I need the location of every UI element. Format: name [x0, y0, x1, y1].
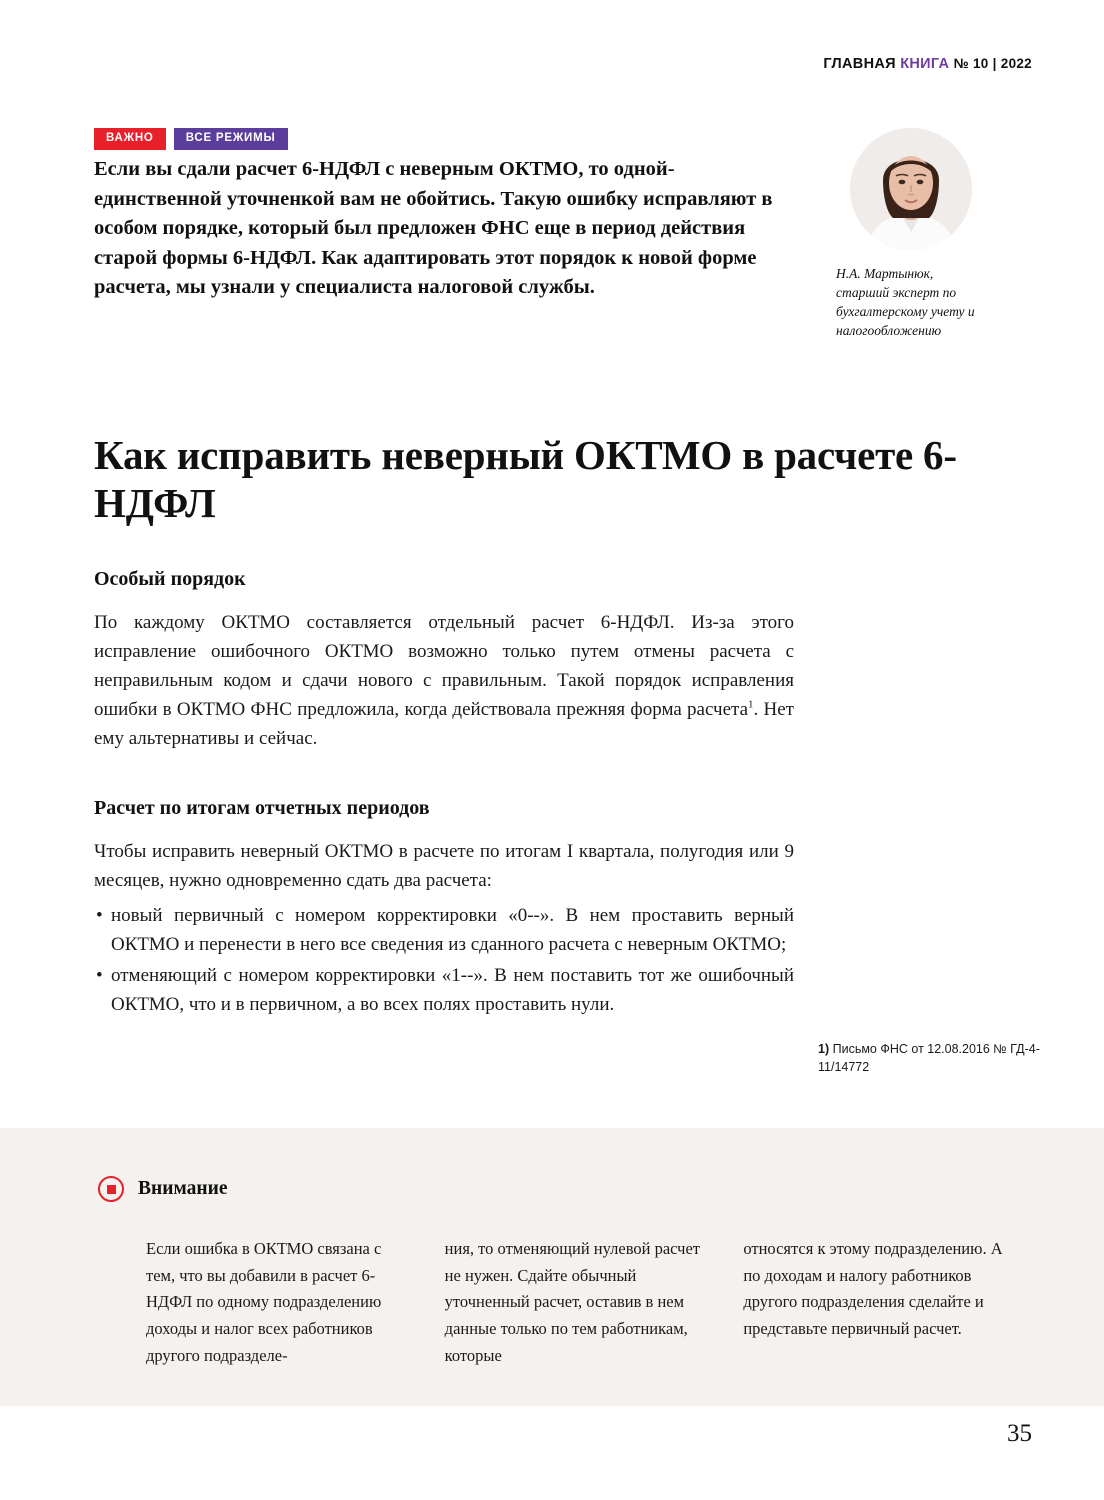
- attention-title: Внимание: [138, 1178, 228, 1199]
- section-2-intro: Чтобы исправить неверный ОКТМО в расчете по итогам I квартала, полугодия или 9 месяцев, нужно одновременно сдать два расчета:: [94, 841, 794, 892]
- list-item: • новый первичный с номером корректировки «0--». В нем проставить верный ОКТМО и перенести в него все сведения из сданного расчета с неверным ОКТМО;: [94, 902, 794, 960]
- section-2-bullet-list: [94, 902, 794, 1020]
- author-role: старший эксперт по бухгалтерскому учету и налогообложению: [836, 285, 975, 339]
- attention-header: [98, 1176, 228, 1202]
- section-heading-2: Расчет по итогам отчетных периодов: [94, 797, 430, 820]
- tag-important: ВАЖНО: [94, 128, 166, 150]
- author-name: Н.А. Мартынюк,: [836, 266, 934, 281]
- attention-column: ния, то отменяющий нулевой расчет не нужен. Сдайте обычный уточненный расчет, оставив в нем данные только по тем работникам, которые: [444, 1239, 700, 1365]
- author-portrait-photo: [850, 128, 972, 250]
- lead-paragraph: Если вы сдали расчет 6-НДФЛ с неверным ОКТМО, то одной-единственной уточненкой вам не обойтись. Такую ошибку исправляют в особом порядке, который был предложен ФНС еще в период действия старой формы 6-НДФЛ. Как адаптировать этот порядок к новой форме расчета, мы узнали у специалиста налоговой службы.: [94, 158, 773, 299]
- footnote-marker[interactable]: 1: [748, 698, 754, 711]
- issue-label: № 10 | 2022: [953, 56, 1032, 71]
- author-block: [836, 128, 1036, 341]
- article-body: [94, 568, 794, 1022]
- footnote-text: Письмо ФНС от 12.08.2016 № ГД-4-11/14772: [818, 1042, 1040, 1074]
- attention-stop-icon: [98, 1176, 124, 1202]
- footnote: [818, 1041, 1043, 1076]
- brand-accent: КНИГА: [900, 56, 950, 72]
- page-number: 35: [1007, 1420, 1032, 1447]
- brand-main: ГЛАВНАЯ: [823, 56, 896, 72]
- attention-column: относятся к этому подразделению. А по доходам и налогу работников другого подразделения сделайте и представьте первичный расчет.: [743, 1239, 1003, 1339]
- footnote-number: 1): [818, 1042, 830, 1056]
- tag-row: [94, 128, 288, 150]
- section-1-text: По каждому ОКТМО составляется отдельный расчет 6-НДФЛ. Из-за этого исправление ошибочного ОКТМО возможно только путем отмены расчета с неправильным кодом и сдачи нового с правильным. Такой порядок исправления ошибки в ОКТМО ФНС предложила, когда действовала прежняя форма расчета: [94, 612, 794, 720]
- tag-all-modes: ВСЕ РЕЖИМЫ: [174, 128, 288, 150]
- section-1-text-tail: . Нет ему альтернативы и сейчас.: [94, 698, 794, 749]
- attention-column: Если ошибка в ОКТМО связана с тем, что вы добавили в расчет 6-НДФЛ по одному подразделению доходы и налог всех работников другого подразделе-: [146, 1239, 382, 1365]
- section-1-paragraph: [94, 609, 794, 753]
- list-item: • отменяющий с номером корректировки «1--». В нем поставить тот же ошибочный ОКТМО, что и в первичном, а во всех полях проставить нули.: [94, 962, 794, 1020]
- page-title: Как исправить неверный ОКТМО в расчете 6-НДФЛ: [94, 432, 957, 527]
- section-heading-1: Особый порядок: [94, 568, 246, 590]
- attention-columns: [146, 1236, 1006, 1370]
- running-head: [823, 56, 1032, 72]
